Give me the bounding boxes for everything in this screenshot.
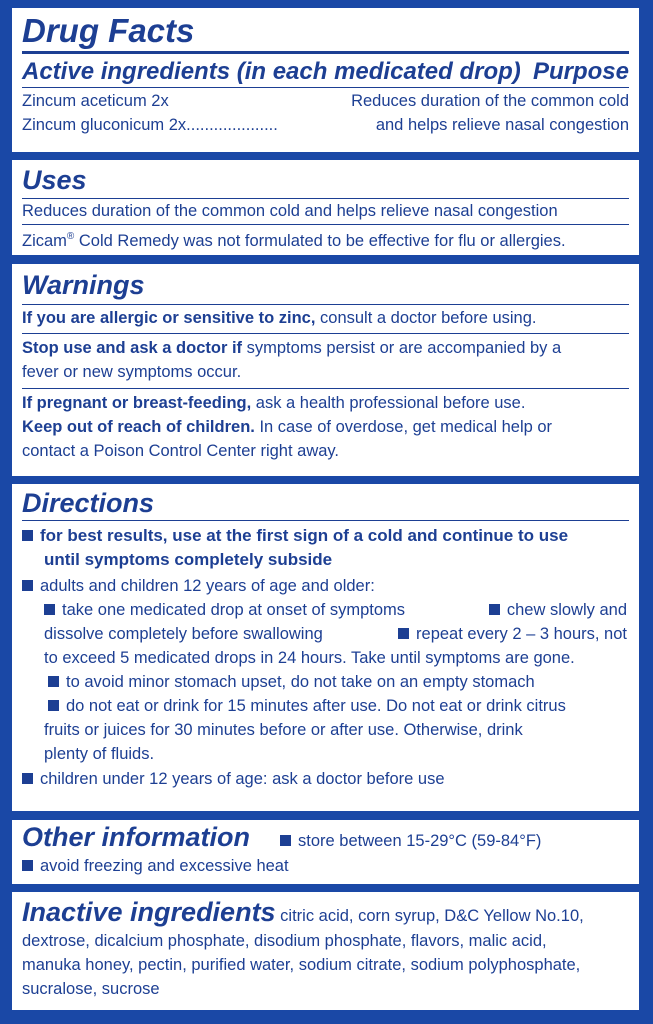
stop-use-warning-line-2: fever or new symptoms occur. <box>22 363 242 381</box>
inactive-line-1 <box>22 892 629 929</box>
direction-take-one: take one medicated drop at onset of symptoms chew slowly and <box>22 598 629 622</box>
allergy-warning-bold: If you are allergic or sensitive to zinc, <box>22 309 316 327</box>
bullet-square-icon <box>22 530 33 541</box>
inactive-line-3: manuka honey, pectin, purified water, sodium citrate, sodium polyphosphate, <box>22 956 581 974</box>
pregnancy-text: ask a health professional before use. <box>251 394 526 412</box>
purpose-2: and helps relieve nasal congestion <box>375 116 629 134</box>
bullet-square-icon <box>398 628 409 639</box>
inactive-title: Inactive ingredients <box>22 897 276 927</box>
children-warning-line-2: contact a Poison Control Center right away. <box>22 442 340 460</box>
allergy-warning-text: consult a doctor before using. <box>315 309 537 327</box>
ingredient-row-2 <box>22 113 629 137</box>
direction-avoid-upset: to avoid minor stomach upset, do not take on an empty stomach <box>22 670 629 694</box>
ingredient-row-1 <box>22 89 629 113</box>
children-bold: Keep out of reach of children. <box>22 418 255 436</box>
bullet-square-icon <box>22 580 33 591</box>
inactive-line-2: dextrose, dicalcium phosphate, disodium phosphate, flavors, malic acid, <box>22 932 547 950</box>
other-information-panel <box>12 820 639 884</box>
purpose-1: Reduces duration of the common cold <box>351 92 629 110</box>
bullet-square-icon <box>22 860 33 871</box>
warnings-panel <box>12 264 639 476</box>
other-info-store: store between 15-29°C (59-84°F) <box>280 829 541 853</box>
bullet-square-icon <box>48 676 59 687</box>
direction-best-results-1: for best results, use at the first sign of a cold and continue to use <box>22 524 629 548</box>
bullet-square-icon <box>22 773 33 784</box>
active-ingredients-divider <box>22 87 629 88</box>
children-warning-line-1 <box>22 415 629 439</box>
bullet-square-icon <box>44 604 55 615</box>
allergy-warning <box>22 306 629 330</box>
stop-use-bold: Stop use and ask a doctor if <box>22 339 243 357</box>
pregnancy-warning <box>22 391 629 415</box>
stop-use-warning-line-1 <box>22 336 629 360</box>
other-info-row-1 <box>22 820 629 853</box>
other-info-title: Other information <box>22 822 250 852</box>
warnings-divider-3 <box>22 388 629 389</box>
leader-dots: .................... <box>186 116 278 134</box>
uses-line-2 <box>22 225 629 253</box>
uses-line-2-rest: Cold Remedy was not formulated to be effective for flu or allergies. <box>74 232 566 250</box>
stop-use-text-1: symptoms persist or are accompanied by a <box>242 339 562 357</box>
other-info-avoid: avoid freezing and excessive heat <box>22 854 629 878</box>
direction-adults: adults and children 12 years of age and older: <box>22 574 629 598</box>
direction-no-eat-3: plenty of fluids. <box>44 745 155 763</box>
warnings-title: Warnings <box>22 270 145 300</box>
warnings-divider <box>22 304 629 305</box>
directions-title: Directions <box>22 488 155 518</box>
inactive-ingredients-panel <box>12 892 639 1010</box>
directions-divider <box>22 520 629 521</box>
inactive-line-4: sucralose, sucrose <box>22 980 160 998</box>
children-text-1: In case of overdose, get medical help or <box>254 418 553 436</box>
uses-title: Uses <box>22 165 87 195</box>
pregnancy-bold: If pregnant or breast-feeding, <box>22 394 252 412</box>
direction-exceed: to exceed 5 medicated drops in 24 hours. Take until symptoms are gone. <box>44 649 575 667</box>
drug-facts-title: Drug Facts <box>22 12 195 49</box>
bullet-square-icon <box>280 835 291 846</box>
direction-no-eat-1: do not eat or drink for 15 minutes after use. Do not eat or drink citrus <box>22 694 629 718</box>
ingredient-1: Zincum aceticum 2x <box>22 92 169 110</box>
registered-mark: ® <box>66 231 75 242</box>
directions-panel <box>12 484 639 811</box>
active-ingredients-header-row <box>22 60 629 84</box>
drug-facts-panel <box>12 8 639 152</box>
ingredient-2: Zincum gluconicum 2x <box>22 116 187 134</box>
direction-no-eat-2: fruits or juices for 30 minutes before or after use. Otherwise, drink <box>44 721 523 739</box>
active-ingredients-heading: Active ingredients (in each medicated drop) <box>22 58 521 85</box>
direction-dissolve: dissolve completely before swallowing repeat every 2 – 3 hours, not <box>44 625 627 643</box>
brand-name: Zicam <box>22 232 67 250</box>
uses-line-1: Reduces duration of the common cold and helps relieve nasal congestion <box>22 202 558 220</box>
warnings-divider-2 <box>22 333 629 334</box>
bullet-square-icon <box>48 700 59 711</box>
bullet-square-icon <box>489 604 500 615</box>
uses-panel <box>12 160 639 255</box>
inactive-line-1-text: citric acid, corn syrup, D&C Yellow No.10, <box>275 907 584 925</box>
purpose-heading: Purpose <box>532 58 629 85</box>
drug-facts-divider <box>22 51 629 54</box>
direction-under-12: children under 12 years of age: ask a doctor before use <box>22 767 629 791</box>
direction-best-results-2: until symptoms completely subside <box>44 550 333 569</box>
